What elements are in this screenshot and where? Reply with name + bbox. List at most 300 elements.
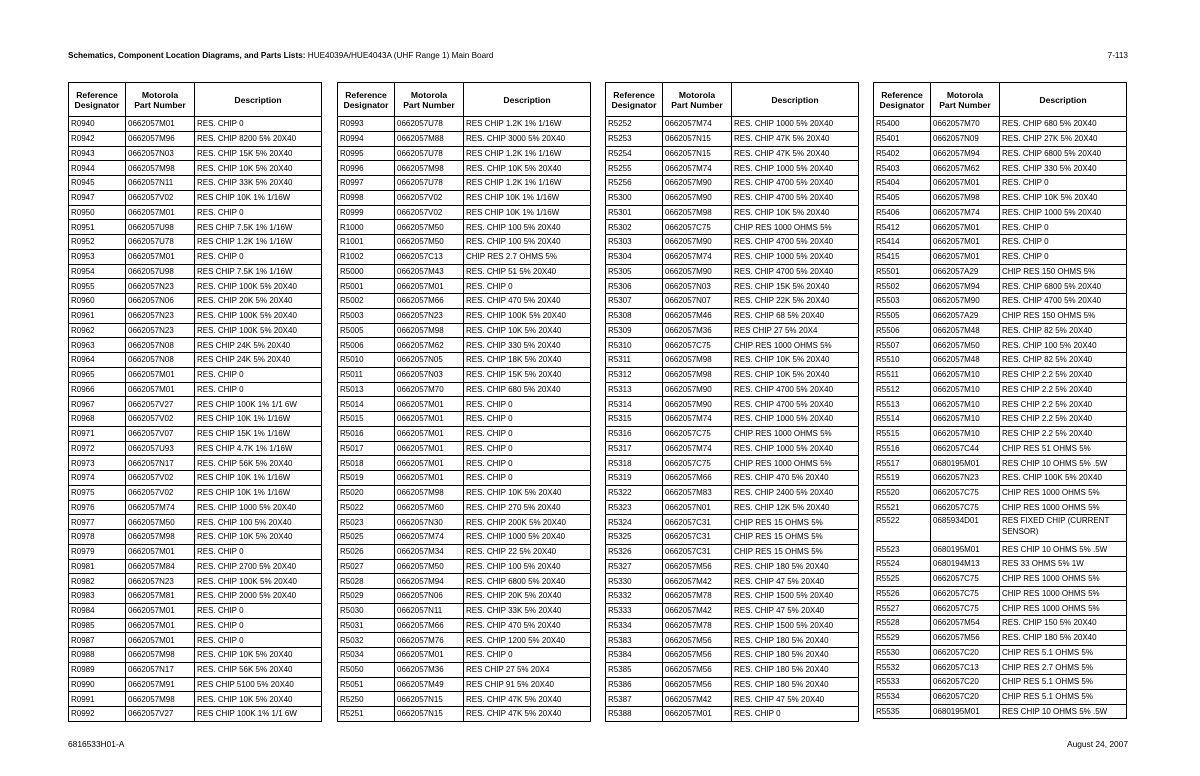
description: RES. CHIP 18K 5% 20X40 — [464, 353, 591, 368]
reference-designator: R5251 — [338, 707, 395, 722]
parts-table-2 — [337, 82, 591, 722]
table-row — [606, 485, 859, 500]
part-number: 0662057C20 — [931, 675, 1000, 690]
description: RES CHIP 4.7K 1% 1/16W — [195, 441, 322, 456]
part-number: 0662057N17 — [126, 456, 195, 471]
part-number: 0662057M98 — [663, 353, 732, 368]
reference-designator: R0981 — [69, 559, 126, 574]
table-row — [338, 294, 591, 309]
part-number: 0662057M10 — [931, 382, 1000, 397]
reference-designator: R5513 — [874, 397, 931, 412]
reference-designator: R5014 — [338, 397, 395, 412]
table-row — [69, 382, 322, 397]
table-row — [69, 367, 322, 382]
reference-designator: R5400 — [874, 117, 931, 132]
description: RES CHIP 10K 1% 1/16W — [195, 485, 322, 500]
reference-designator: R5384 — [606, 648, 663, 663]
reference-designator: R5532 — [874, 660, 931, 675]
reference-designator: R5327 — [606, 559, 663, 574]
description: RES. CHIP 27K 5% 20X40 — [1000, 131, 1127, 146]
table-row — [69, 323, 322, 338]
table-row — [874, 279, 1127, 294]
description: RES CHIP 2.2 5% 20X40 — [1000, 397, 1127, 412]
reference-designator: R5308 — [606, 308, 663, 323]
reference-designator: R5517 — [874, 456, 931, 471]
part-number: 0662057N03 — [395, 367, 464, 382]
reference-designator: R0960 — [69, 294, 126, 309]
table-row — [874, 601, 1127, 616]
description: RES CHIP 2.2 5% 20X40 — [1000, 426, 1127, 441]
table-row — [69, 618, 322, 633]
table-row — [874, 500, 1127, 515]
table-row — [69, 530, 322, 545]
reference-designator: R5519 — [874, 471, 931, 486]
description: RES. CHIP 4700 5% 20X40 — [1000, 294, 1127, 309]
description: RES. CHIP 82 5% 20X40 — [1000, 353, 1127, 368]
reference-designator: R0974 — [69, 471, 126, 486]
description: RES. CHIP 0 — [195, 205, 322, 220]
table-row — [69, 456, 322, 471]
table-row — [69, 441, 322, 456]
part-number: 0662057M48 — [931, 323, 1000, 338]
table-row — [69, 574, 322, 589]
reference-designator: R5051 — [338, 677, 395, 692]
part-number: 0662057M56 — [931, 630, 1000, 645]
description: RES. CHIP 180 5% 20X40 — [732, 633, 859, 648]
reference-designator: R0978 — [69, 530, 126, 545]
description: CHIP RES 2.7 OHMS 5% — [1000, 660, 1127, 675]
reference-designator: R0988 — [69, 648, 126, 663]
part-number: 0662057M90 — [663, 176, 732, 191]
reference-designator: R5253 — [606, 131, 663, 146]
part-number: 0662057M01 — [931, 249, 1000, 264]
description: RES. CHIP 180 5% 20X40 — [732, 648, 859, 663]
description: CHIP RES 1000 OHMS 5% — [1000, 571, 1127, 586]
part-number: 0662057M50 — [395, 235, 464, 250]
part-number: 0662057C75 — [663, 338, 732, 353]
description: CHIP RES 1000 OHMS 5% — [1000, 500, 1127, 515]
reference-designator: R5314 — [606, 397, 663, 412]
reference-designator: R5322 — [606, 485, 663, 500]
table-row — [69, 426, 322, 441]
description: RES. CHIP 0 — [464, 456, 591, 471]
description: RES. CHIP 15K 5% 20X40 — [732, 279, 859, 294]
reference-designator: R5250 — [338, 692, 395, 707]
description: RES CHIP 27 5% 20X4 — [732, 323, 859, 338]
col-header-part-number: Motorola Part Number — [663, 83, 732, 117]
col-header-reference: Reference Designator — [606, 83, 663, 117]
reference-designator: R5028 — [338, 574, 395, 589]
table-row — [69, 190, 322, 205]
description: RES CHIP 5100 5% 20X40 — [195, 677, 322, 692]
table-row — [338, 220, 591, 235]
part-number: 0685934D01 — [931, 515, 1000, 542]
col-header-reference: Reference Designator — [69, 83, 126, 117]
part-number: 0662057M01 — [126, 117, 195, 132]
reference-designator: R5528 — [874, 616, 931, 631]
table-row — [338, 161, 591, 176]
description: RES. CHIP 56K 5% 20X40 — [195, 662, 322, 677]
description: RES. CHIP 2000 5% 20X40 — [195, 589, 322, 604]
part-number: 0662057M74 — [663, 441, 732, 456]
table-row — [69, 176, 322, 191]
description: RES CHIP 10K 1% 1/16W — [195, 190, 322, 205]
reference-designator: R5530 — [874, 645, 931, 660]
part-number: 0662057C75 — [663, 426, 732, 441]
table-row — [338, 279, 591, 294]
reference-designator: R5524 — [874, 557, 931, 572]
description: RES. CHIP 100K 5% 20X40 — [1000, 471, 1127, 486]
table-row — [606, 308, 859, 323]
part-number: 0662057N23 — [126, 308, 195, 323]
part-number: 0662057M81 — [126, 589, 195, 604]
part-number: 0662057M56 — [663, 677, 732, 692]
reference-designator: R5011 — [338, 367, 395, 382]
part-number: 0662057M34 — [395, 544, 464, 559]
description: RES. CHIP 100K 5% 20X40 — [195, 323, 322, 338]
description: RES. CHIP 100 5% 20X40 — [464, 220, 591, 235]
reference-designator: R0989 — [69, 662, 126, 677]
part-number: 0662057M83 — [663, 485, 732, 500]
reference-designator: R5050 — [338, 662, 395, 677]
part-number: 0662057N11 — [126, 176, 195, 191]
table-row — [338, 308, 591, 323]
col-header-description: Description — [195, 83, 322, 117]
table-row — [874, 557, 1127, 572]
description: RES. CHIP 10K 5% 20X40 — [732, 205, 859, 220]
reference-designator: R0994 — [338, 131, 395, 146]
reference-designator: R5020 — [338, 485, 395, 500]
reference-designator: R0971 — [69, 426, 126, 441]
description: RES. CHIP 47K 5% 20X40 — [732, 131, 859, 146]
col-header-reference: Reference Designator — [874, 83, 931, 117]
description: RES. CHIP 10K 5% 20X40 — [195, 692, 322, 707]
reference-designator: R0968 — [69, 412, 126, 427]
table-row — [874, 338, 1127, 353]
table-row — [606, 264, 859, 279]
table-row — [338, 146, 591, 161]
reference-designator: R5316 — [606, 426, 663, 441]
part-number: 0662057M01 — [126, 633, 195, 648]
reference-designator: R5019 — [338, 471, 395, 486]
description: RES. CHIP 47K 5% 20X40 — [464, 707, 591, 722]
table-row — [606, 707, 859, 722]
reference-designator: R5317 — [606, 441, 663, 456]
part-number: 0662057M98 — [126, 648, 195, 663]
table-row — [338, 574, 591, 589]
table-row — [606, 544, 859, 559]
table-row — [874, 382, 1127, 397]
table-row — [606, 190, 859, 205]
description: RES. CHIP 100 5% 20X40 — [195, 515, 322, 530]
reference-designator: R0942 — [69, 131, 126, 146]
part-number: 0662057M01 — [126, 544, 195, 559]
part-number: 0662057C31 — [663, 530, 732, 545]
reference-designator: R5506 — [874, 323, 931, 338]
part-number: 0662057M01 — [663, 707, 732, 722]
description: RES CHIP 2.2 5% 20X40 — [1000, 412, 1127, 427]
description: RES. CHIP 15K 5% 20X40 — [195, 146, 322, 161]
table-row — [338, 618, 591, 633]
table-row — [69, 559, 322, 574]
description: RES. CHIP 150 5% 20X40 — [1000, 616, 1127, 631]
part-number: 0662057M90 — [663, 190, 732, 205]
description: RES. CHIP 2400 5% 20X40 — [732, 485, 859, 500]
part-number: 0662057M36 — [663, 323, 732, 338]
reference-designator: R5515 — [874, 426, 931, 441]
reference-designator: R5333 — [606, 603, 663, 618]
part-number: 0662057M90 — [663, 382, 732, 397]
col-header-description: Description — [732, 83, 859, 117]
description: RES. CHIP 180 5% 20X40 — [1000, 630, 1127, 645]
description: RES. CHIP 20K 5% 20X40 — [195, 294, 322, 309]
reference-designator: R5000 — [338, 264, 395, 279]
description: RES. CHIP 1000 5% 20X40 — [732, 161, 859, 176]
reference-designator: R5414 — [874, 235, 931, 250]
reference-designator: R0940 — [69, 117, 126, 132]
reference-designator: R0987 — [69, 633, 126, 648]
description: CHIP RES 1000 OHMS 5% — [732, 456, 859, 471]
part-number: 0662057M90 — [663, 235, 732, 250]
description: RES CHIP 2.2 5% 20X40 — [1000, 367, 1127, 382]
table-row — [606, 353, 859, 368]
table-row — [69, 515, 322, 530]
table-row — [338, 515, 591, 530]
description: RES CHIP 1.2K 1% 1/16W — [464, 117, 591, 132]
table-row — [874, 176, 1127, 191]
description: RES. CHIP 33K 5% 20X40 — [195, 176, 322, 191]
description: RES. CHIP 1200 5% 20X40 — [464, 633, 591, 648]
description: RES. CHIP 100K 5% 20X40 — [464, 308, 591, 323]
table-row — [874, 456, 1127, 471]
part-number: 0662057N15 — [395, 692, 464, 707]
reference-designator: R5302 — [606, 220, 663, 235]
description: CHIP RES 15 OHMS 5% — [732, 515, 859, 530]
part-number: 0662057M46 — [663, 308, 732, 323]
part-number: 0662057C20 — [931, 689, 1000, 704]
table-row — [606, 530, 859, 545]
part-number: 0662057M54 — [931, 616, 1000, 631]
description: RES. CHIP 0 — [195, 367, 322, 382]
reference-designator: R5310 — [606, 338, 663, 353]
part-number: 0662057C75 — [931, 500, 1000, 515]
table-row — [69, 648, 322, 663]
table-row — [69, 146, 322, 161]
part-number: 0662057M56 — [663, 559, 732, 574]
reference-designator: R0955 — [69, 279, 126, 294]
reference-designator: R0997 — [338, 176, 395, 191]
table-row — [69, 397, 322, 412]
part-number: 0662057V02 — [126, 412, 195, 427]
reference-designator: R5330 — [606, 574, 663, 589]
description: CHIP RES 2.7 OHMS 5% — [464, 249, 591, 264]
part-number: 0662057M01 — [931, 176, 1000, 191]
description: RES. CHIP 180 5% 20X40 — [732, 662, 859, 677]
reference-designator: R0961 — [69, 308, 126, 323]
description: RES. CHIP 100K 5% 20X40 — [195, 308, 322, 323]
part-number: 0662057M74 — [663, 161, 732, 176]
reference-designator: R0982 — [69, 574, 126, 589]
reference-designator: R5324 — [606, 515, 663, 530]
reference-designator: R0950 — [69, 205, 126, 220]
reference-designator: R0993 — [338, 117, 395, 132]
reference-designator: R5254 — [606, 146, 663, 161]
description: RES. CHIP 33K 5% 20X40 — [464, 603, 591, 618]
reference-designator: R5534 — [874, 689, 931, 704]
part-number: 0662057M76 — [395, 633, 464, 648]
reference-designator: R0999 — [338, 205, 395, 220]
reference-designator: R5319 — [606, 471, 663, 486]
description: RES. CHIP 0 — [464, 471, 591, 486]
reference-designator: R5334 — [606, 618, 663, 633]
table-row — [338, 544, 591, 559]
table-row — [874, 515, 1127, 542]
reference-designator: R5326 — [606, 544, 663, 559]
description: RES. CHIP 470 5% 20X40 — [464, 294, 591, 309]
part-number: 0662057A29 — [931, 308, 1000, 323]
part-number: 0662057M10 — [931, 426, 1000, 441]
description: RES. CHIP 330 5% 20X40 — [1000, 161, 1127, 176]
part-number: 0662057N05 — [395, 353, 464, 368]
reference-designator: R5535 — [874, 704, 931, 719]
part-number: 0662057M01 — [395, 471, 464, 486]
table-row — [338, 367, 591, 382]
description: RES. CHIP 0 — [195, 117, 322, 132]
reference-designator: R0945 — [69, 176, 126, 191]
table-row — [606, 618, 859, 633]
part-number: 0662057M90 — [663, 397, 732, 412]
description: RES. CHIP 4700 5% 20X40 — [732, 397, 859, 412]
description: RES. CHIP 51 5% 20X40 — [464, 264, 591, 279]
table-row — [69, 131, 322, 146]
reference-designator: R5529 — [874, 630, 931, 645]
col-header-reference: Reference Designator — [338, 83, 395, 117]
reference-designator: R0979 — [69, 544, 126, 559]
table-row — [606, 677, 859, 692]
part-number: 0662057M01 — [126, 618, 195, 633]
table-row — [606, 589, 859, 604]
description: RES CHIP 100K 1% 1/1 6W — [195, 397, 322, 412]
part-number: 0680195M01 — [931, 542, 1000, 557]
reference-designator: R1002 — [338, 249, 395, 264]
reference-designator: R5001 — [338, 279, 395, 294]
table-row — [606, 559, 859, 574]
reference-designator: R5018 — [338, 456, 395, 471]
table-row — [69, 633, 322, 648]
description: RES. CHIP 100 5% 20X40 — [464, 559, 591, 574]
part-number: 0662057N03 — [126, 146, 195, 161]
parts-table-4 — [873, 82, 1127, 719]
part-number: 0662057M50 — [931, 338, 1000, 353]
table-row — [874, 367, 1127, 382]
part-number: 0662057V27 — [126, 707, 195, 722]
reference-designator: R5305 — [606, 264, 663, 279]
part-number: 0662057M43 — [395, 264, 464, 279]
table-row — [874, 689, 1127, 704]
description: RES. CHIP 0 — [1000, 176, 1127, 191]
part-number: 0662057N08 — [126, 353, 195, 368]
part-number: 0662057M50 — [395, 559, 464, 574]
description: RES. CHIP 8200 5% 20X40 — [195, 131, 322, 146]
description: RES CHIP 7.5K 1% 1/16W — [195, 264, 322, 279]
table-row — [606, 117, 859, 132]
reference-designator: R5312 — [606, 367, 663, 382]
part-number: 0662057C13 — [395, 249, 464, 264]
reference-designator: R0998 — [338, 190, 395, 205]
document-number: 6816533H01-A — [68, 739, 125, 749]
table-row — [338, 441, 591, 456]
part-number: 0662057M01 — [931, 235, 1000, 250]
reference-designator: R5017 — [338, 441, 395, 456]
part-number: 0662057C75 — [931, 571, 1000, 586]
part-number: 0662057N23 — [931, 471, 1000, 486]
part-number: 0662057M10 — [931, 367, 1000, 382]
part-number: 0662057M74 — [126, 500, 195, 515]
table-row — [874, 131, 1127, 146]
description: RES. CHIP 68 5% 20X40 — [732, 308, 859, 323]
part-number: 0662057U93 — [126, 441, 195, 456]
reference-designator: R5505 — [874, 308, 931, 323]
table-row — [338, 603, 591, 618]
description: RES. CHIP 330 5% 20X40 — [464, 338, 591, 353]
table-row — [69, 338, 322, 353]
part-number: 0662057U78 — [395, 146, 464, 161]
parts-table-1 — [68, 82, 322, 722]
part-number: 0662057M01 — [395, 426, 464, 441]
reference-designator: R5031 — [338, 618, 395, 633]
reference-designator: R5406 — [874, 205, 931, 220]
part-number: 0680195M01 — [931, 704, 1000, 719]
reference-designator: R0964 — [69, 353, 126, 368]
description: RES. CHIP 100 5% 20X40 — [1000, 338, 1127, 353]
table-row — [874, 645, 1127, 660]
table-row — [69, 662, 322, 677]
table-row — [69, 161, 322, 176]
page-number: 7-113 — [1107, 51, 1128, 60]
reference-designator: R5503 — [874, 294, 931, 309]
reference-designator: R0944 — [69, 161, 126, 176]
description: RES. CHIP 680 5% 20X40 — [1000, 117, 1127, 132]
part-number: 0662057V02 — [395, 190, 464, 205]
description: RES. CHIP 22K 5% 20X40 — [732, 294, 859, 309]
table-row — [69, 294, 322, 309]
reference-designator: R0952 — [69, 235, 126, 250]
description: RES CHIP 24K 5% 20X40 — [195, 338, 322, 353]
description: RES. CHIP 10K 5% 20X40 — [195, 161, 322, 176]
table-row — [874, 630, 1127, 645]
description: RES. CHIP 10K 5% 20X40 — [1000, 190, 1127, 205]
part-number: 0662057V02 — [126, 471, 195, 486]
description: RES. CHIP 12K 5% 20X40 — [732, 500, 859, 515]
table-row — [69, 353, 322, 368]
table-row — [338, 117, 591, 132]
reference-designator: R5006 — [338, 338, 395, 353]
reference-designator: R5527 — [874, 601, 931, 616]
table-row — [874, 235, 1127, 250]
part-number: 0662057M01 — [931, 220, 1000, 235]
description: RES. CHIP 0 — [195, 544, 322, 559]
part-number: 0662057M10 — [931, 412, 1000, 427]
part-number: 0662057A29 — [931, 264, 1000, 279]
header-title-rest: HUE4039A/HUE4043A (UHF Range 1) Main Board — [305, 51, 494, 60]
part-number: 0662057M01 — [126, 205, 195, 220]
description: CHIP RES 51 OHMS 5% — [1000, 441, 1127, 456]
reference-designator: R0954 — [69, 264, 126, 279]
table-row — [338, 353, 591, 368]
reference-designator: R0947 — [69, 190, 126, 205]
description: RES. CHIP 1000 5% 20X40 — [195, 500, 322, 515]
part-number: 0662057M56 — [663, 662, 732, 677]
